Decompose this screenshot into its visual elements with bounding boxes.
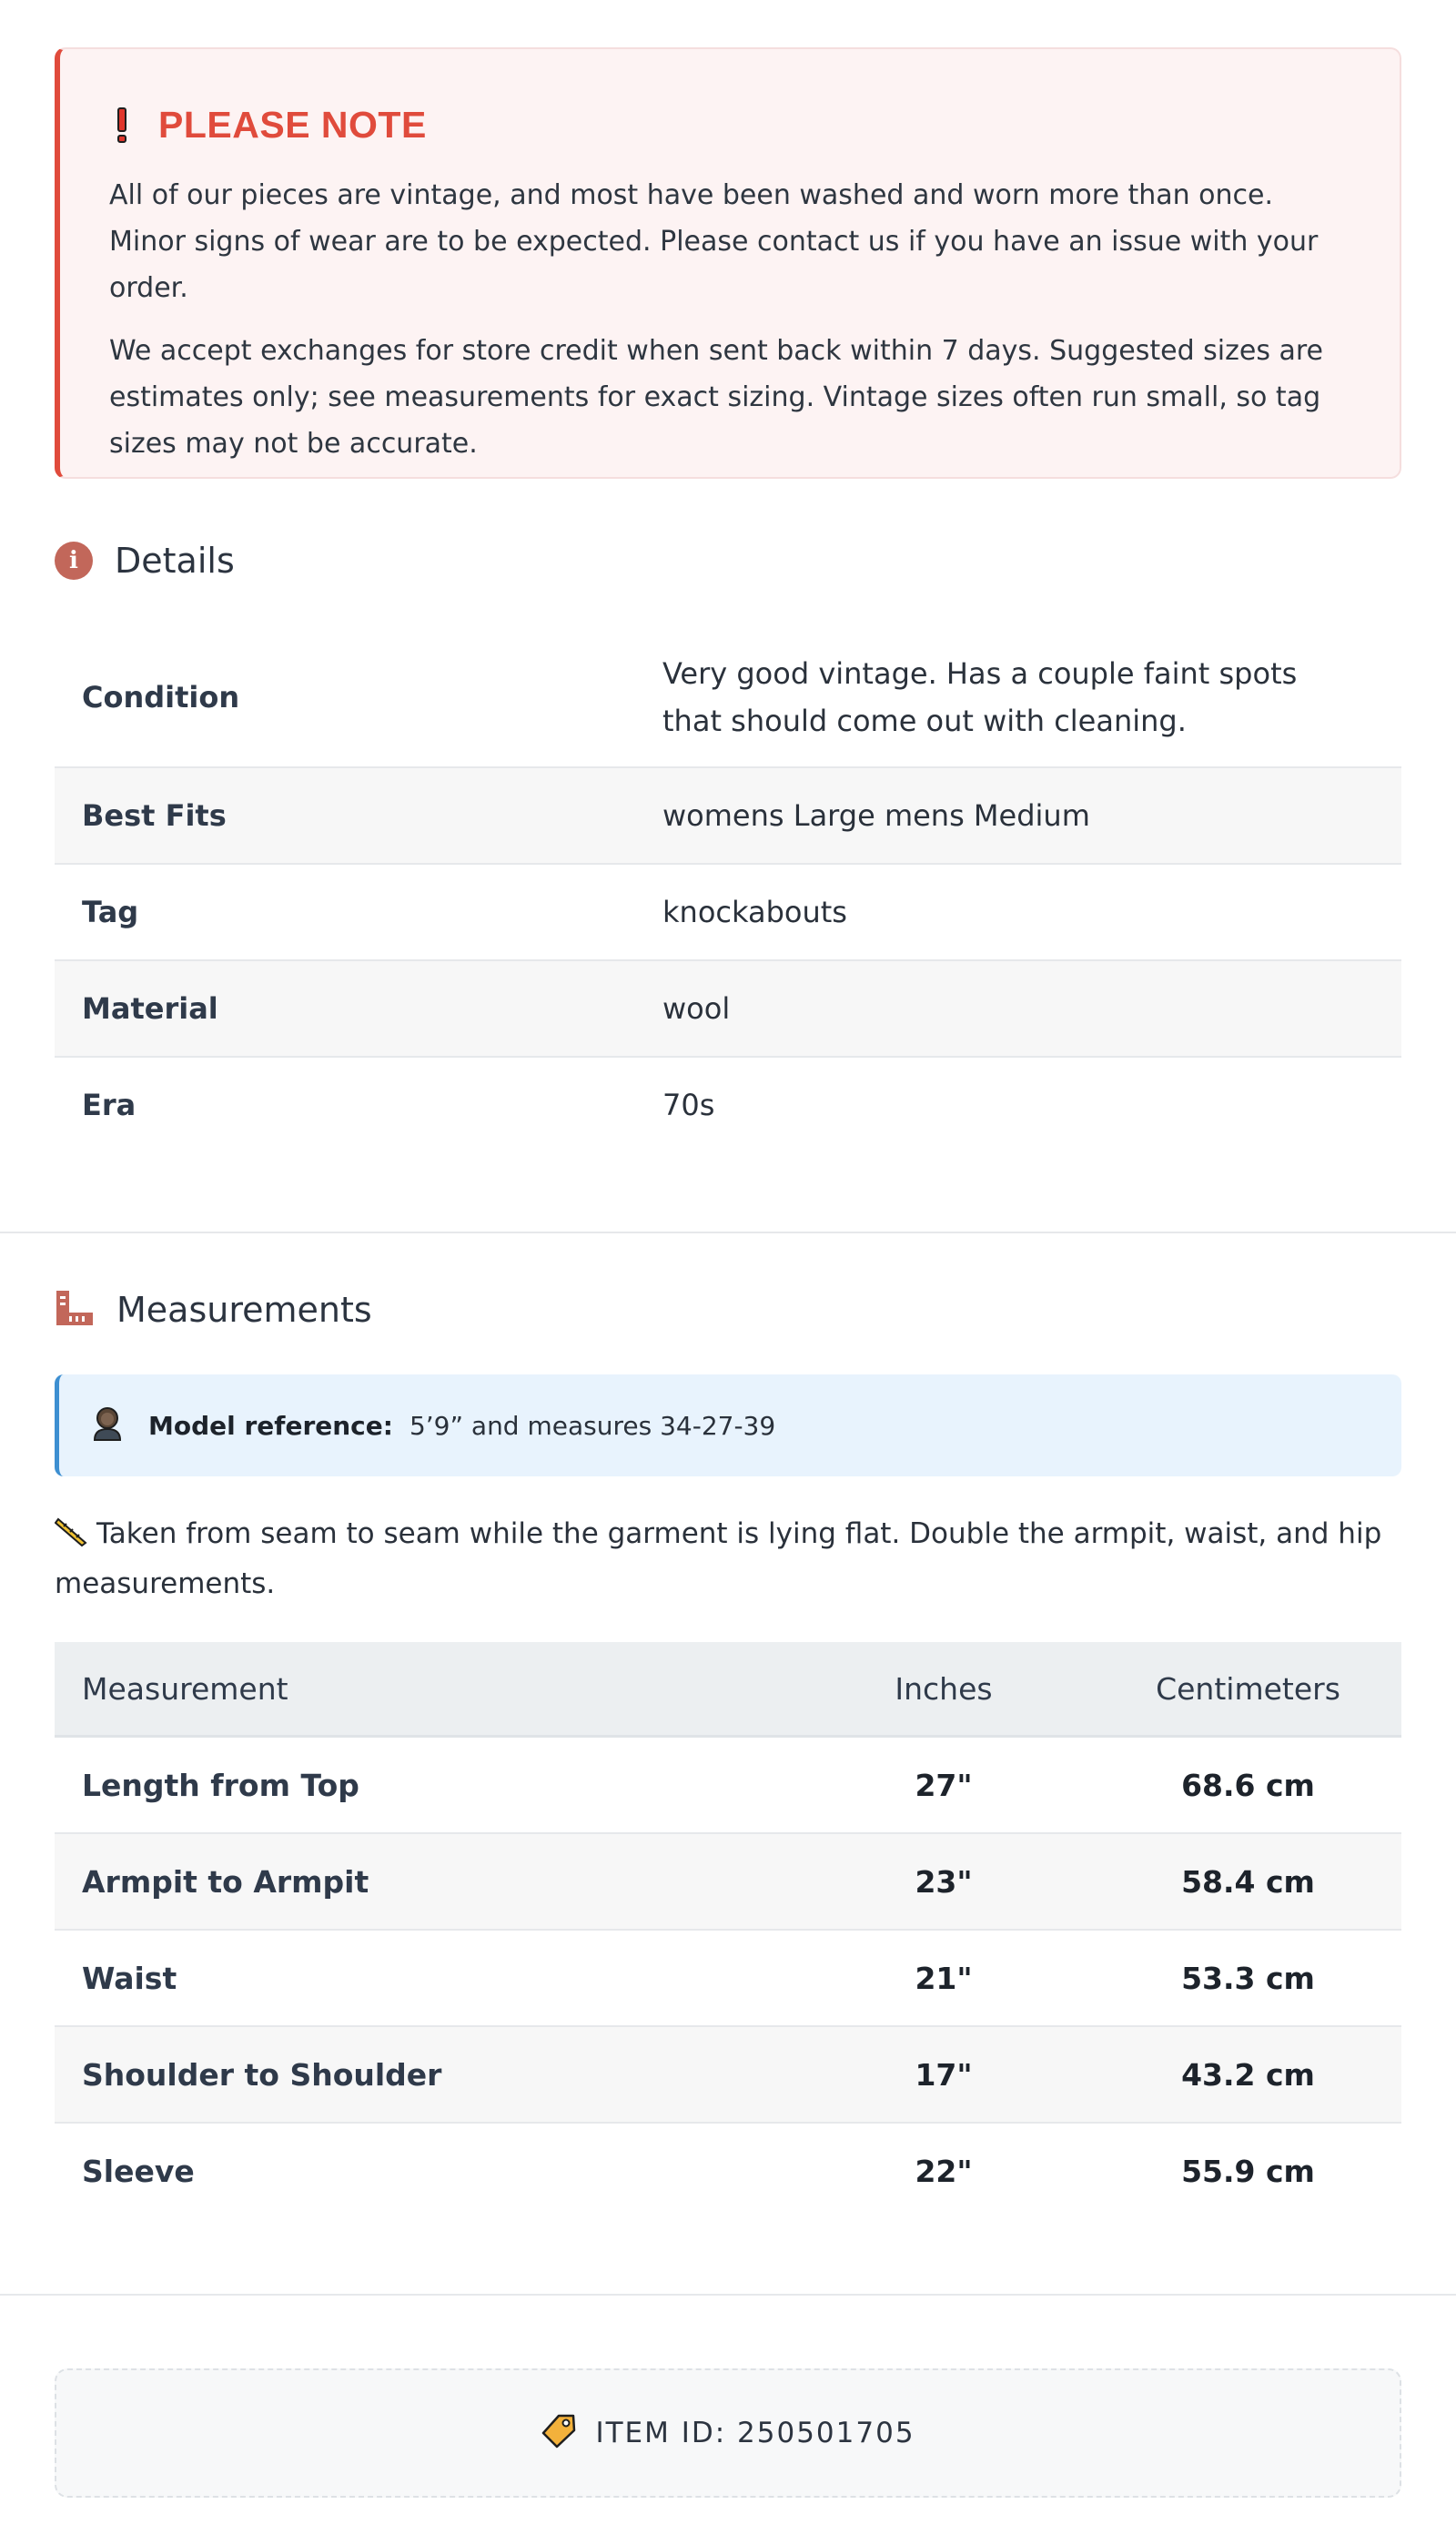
model-reference-box	[55, 1374, 1401, 1476]
measurement-name: Armpit to Armpit	[55, 1833, 793, 1930]
table-row	[55, 2123, 1401, 2218]
detail-value: womens Large mens Medium	[662, 767, 1401, 864]
details-table	[55, 628, 1401, 1152]
detail-value: knockabouts	[662, 864, 1401, 960]
measurement-inches: 22"	[915, 2153, 973, 2189]
measurement-cm: 43.2 cm	[1095, 2026, 1401, 2123]
detail-label: Best Fits	[55, 767, 662, 864]
measurement-cm: 58.4 cm	[1095, 1833, 1401, 1930]
detail-label: Tag	[55, 864, 662, 960]
measurement-name: Sleeve	[82, 2153, 195, 2189]
measurement-name: Waist	[55, 1930, 793, 2026]
table-row	[55, 628, 1401, 767]
table-row	[55, 767, 1401, 864]
table-row	[55, 1833, 1401, 1930]
measurement-cm: 68.6 cm	[1095, 1737, 1401, 1834]
pencil-ruler-icon	[55, 1515, 89, 1561]
table-row	[55, 2026, 1401, 2123]
measurement-inches: 17"	[793, 2026, 1095, 2123]
notice-paragraph: We accept exchanges for store credit when sent back within 7 days. Suggested sizes are estimates only; see measurements for exact sizing. Vintage sizes often run small, so tag sizes may not be accurate.	[109, 335, 1324, 460]
model-reference-label: Model reference:	[148, 1410, 393, 1441]
detail-label: Material	[55, 960, 662, 1057]
measurement-cm: 53.3 cm	[1095, 1930, 1401, 2026]
measurement-inches: 21"	[793, 1930, 1095, 2026]
notice-header	[109, 104, 1352, 147]
measurements-title: Measurements	[116, 1290, 372, 1330]
column-header: Centimeters	[1095, 1642, 1401, 1737]
person-icon	[92, 1406, 123, 1445]
notice-title: PLEASE NOTE	[158, 104, 427, 146]
measurement-inches: 27"	[793, 1737, 1095, 1834]
table-row	[55, 864, 1401, 960]
measurement-tip	[55, 1511, 1401, 1607]
section-divider	[0, 1232, 1456, 1233]
table-header-row	[55, 1642, 1401, 1737]
tip-text: Taken from seam to seam while the garment is lying flat. Double the armpit, waist, and hip measurements.	[55, 1517, 1382, 1600]
table-row	[55, 1737, 1401, 1834]
detail-label: Era	[82, 1088, 136, 1122]
item-id-label: ITEM ID: 250501705	[595, 2417, 915, 2449]
detail-value: Very good vintage. Has a couple faint spots that should come out with cleaning.	[662, 628, 1401, 767]
info-icon: i	[55, 542, 93, 580]
section-divider	[0, 2294, 1456, 2296]
detail-label: Condition	[55, 628, 662, 767]
item-id-box	[55, 2368, 1401, 2498]
notice-box	[55, 47, 1401, 479]
notice-paragraph: All of our pieces are vintage, and most have been washed and worn more than once. Minor signs of wear are to be expected. Please contact us if you have an issue with your order.	[109, 179, 1319, 304]
measurement-name: Length from Top	[55, 1737, 793, 1834]
detail-value: wool	[662, 960, 1401, 1057]
detail-value: 70s	[662, 1088, 715, 1122]
tag-icon	[541, 2413, 577, 2453]
table-row	[55, 960, 1401, 1057]
table-row	[55, 1930, 1401, 2026]
ruler-icon	[55, 1289, 95, 1331]
details-heading	[55, 541, 1401, 581]
measurement-inches: 23"	[793, 1833, 1095, 1930]
measurements-table	[55, 1642, 1401, 2218]
measurement-name: Shoulder to Shoulder	[55, 2026, 793, 2123]
model-reference-value: 5’9” and measures 34-27-39	[409, 1410, 776, 1441]
measurement-cm: 55.9 cm	[1181, 2153, 1315, 2189]
table-row	[55, 1057, 1401, 1152]
column-header: Measurement	[55, 1642, 793, 1737]
details-title: Details	[115, 541, 235, 581]
column-header: Inches	[793, 1642, 1095, 1737]
exclamation-icon	[109, 107, 135, 143]
measurements-heading	[55, 1289, 1401, 1331]
